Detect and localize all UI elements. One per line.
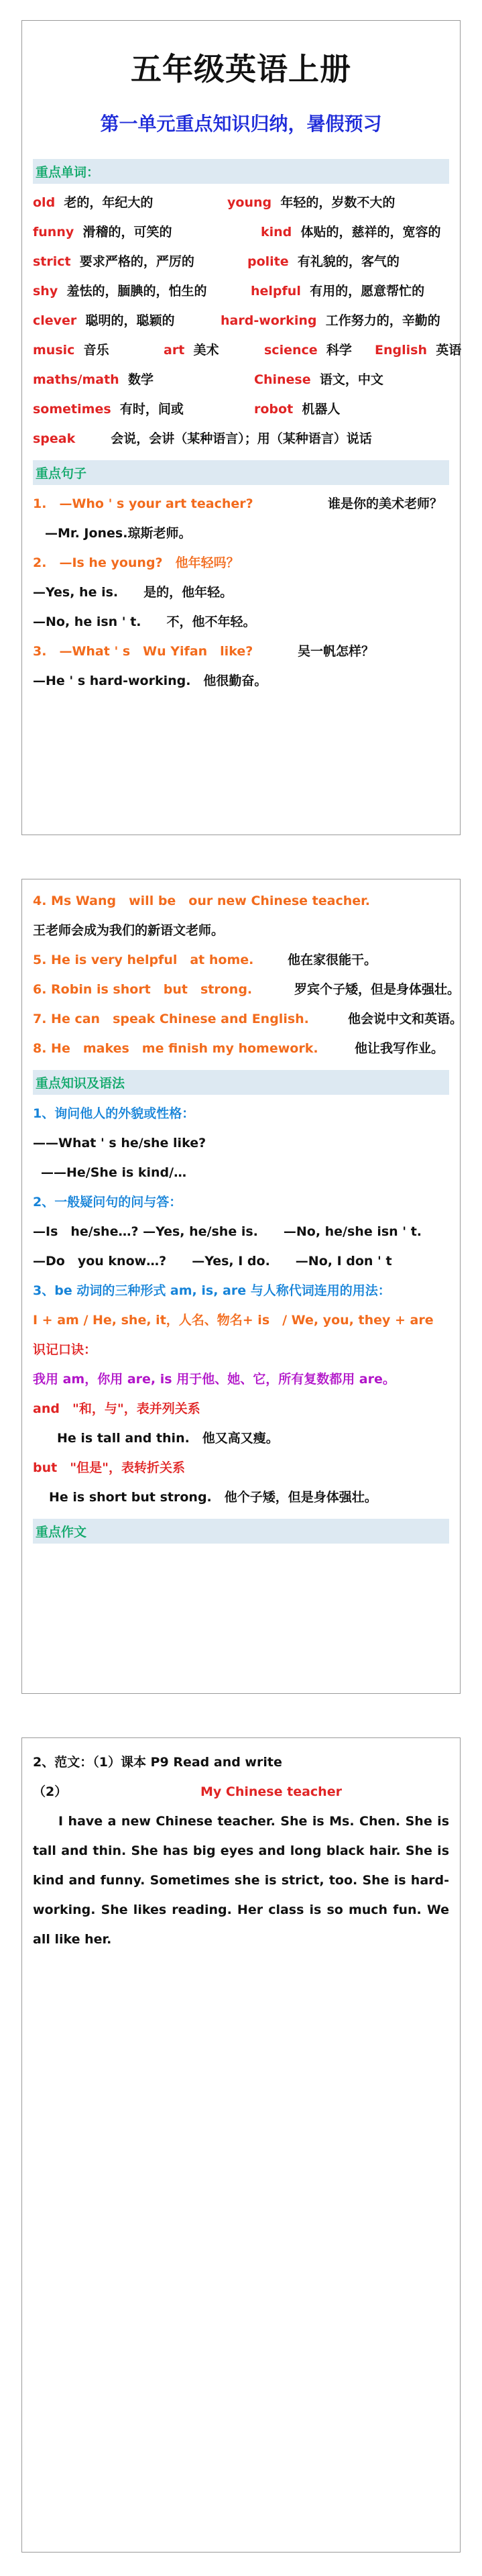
but-rule: but "但是"，表转折关系: [33, 1460, 186, 1475]
sentence-4-cn: 王老师会成为我们的新语文老师。: [33, 923, 225, 938]
page-title: 五年级英语上册: [131, 51, 351, 87]
essay-body: I have a new Chinese teacher. She is Ms. Chen. She is tall and thin. She has big eyes and long black hair. She is kind and funny. Sometimes she is strict, too. She is hard-working. She likes reading. Her class is so much fun. We all like her.: [33, 1814, 449, 1947]
sentence-1-answer: —Mr. Jones.琼斯老师。: [45, 526, 192, 541]
grammar-2: 2、一般疑问句的问与答：: [33, 1195, 182, 1210]
page-1: [21, 20, 461, 835]
word-row: strict 要求严格的，严厉的 polite 有礼貌的，客气的: [33, 254, 400, 269]
sentence-7: 7. He can speak Chinese and English. 他会说中文和英语。: [33, 1012, 463, 1026]
sentence-6: 6. Robin is short but strong. 罗宾个子矮，但是身体强壮。: [33, 982, 461, 997]
and-rule: and "和，与"，表并列关系: [33, 1401, 200, 1416]
sentence-1: 1. —Who ' s your art teacher? 谁是你的美术老师？: [33, 496, 443, 511]
grammar-2-do: —Do you know…? —Yes, I do. —No, I don ' t: [33, 1254, 392, 1269]
sentence-8: 8. He makes me finish my homework. 他让我写作业。: [33, 1041, 444, 1056]
grammar-1-a: ——He/She is kind/…: [41, 1165, 187, 1180]
word-row: clever 聪明的，聪颖的 hard-working 工作努力的，辛勤的: [33, 313, 440, 328]
grammar-1: 1、询问他人的外貌或性格：: [33, 1106, 195, 1121]
section-words-header: 重点单词：: [33, 159, 449, 184]
word-row: speak 会说，会讲（某种语言）；用（某种语言）说话: [33, 431, 372, 446]
sentence-4: 4. Ms Wang will be our new Chinese teacher.: [33, 894, 370, 908]
word-row: music 音乐 art 美术 science 科学 English 英语: [33, 343, 462, 358]
section-sentences-header: 重点句子: [33, 460, 449, 485]
grammar-3-mnemonic-label: 识记口诀：: [33, 1342, 97, 1357]
grammar-1-q: ——What ' s he/she like?: [33, 1136, 206, 1150]
essay-title: My Chinese teacher: [200, 1784, 342, 1799]
section-grammar-header: 重点知识及语法: [33, 1070, 449, 1095]
sentence-2-no: —No, he isn ' t. 不，他不年轻。: [33, 614, 256, 629]
word-row: sometimes 有时，间或 robot 机器人: [33, 402, 341, 417]
essay-heading-row: （2） My Chinese teacher: [33, 1777, 449, 1807]
sentence-2: 2. —Is he young? 他年轻吗？: [33, 555, 239, 570]
section-essay-header: 重点作文: [33, 1519, 449, 1544]
word-row: old 老的，年纪大的 young 年轻的，岁数不大的: [33, 195, 396, 210]
page-3: [21, 1737, 461, 2553]
word-row: shy 羞怯的，腼腆的，怕生的 helpful 有用的，愿意帮忙的: [33, 284, 425, 299]
but-example: He is short but strong. 他个子矮，但是身体强壮。: [49, 1490, 377, 1505]
word-row: funny 滑稽的，可笑的 kind 体贴的，慈祥的，宽容的: [33, 225, 441, 239]
grammar-3-mnemonic: 我用 am，你用 are, is 用于他、她、它，所有复数都用 are。: [33, 1372, 396, 1387]
sentence-2-yes: —Yes, he is. 是的，他年轻。: [33, 585, 233, 600]
grammar-3: 3、be 动词的三种形式 am, is, are 与人称代词连用的用法：: [33, 1283, 391, 1298]
word-row: maths/math 数学 Chinese 语文，中文: [33, 372, 383, 387]
and-example: He is tall and thin. 他又高又瘦。: [57, 1431, 279, 1446]
sentence-3: 3. —What ' s Wu Yifan like? 吴一帆怎样？: [33, 644, 375, 659]
sentence-5: 5. He is very helpful at home. 他在家很能干。: [33, 953, 377, 967]
page-2: [21, 879, 461, 1694]
page-subtitle: 第一单元重点知识归纳，暑假预习: [100, 113, 382, 135]
grammar-2-is: —Is he/she…? —Yes, he/she is. —No, he/she isn ' t.: [33, 1224, 422, 1239]
grammar-3-rule: I + am / He, she, it，人名、物名+ is / We, you, they + are: [33, 1313, 434, 1328]
essay-source: 2、范文：（1）课本 P9 Read and write: [33, 1755, 282, 1770]
sentence-3-answer: —He ' s hard-working. 他很勤奋。: [33, 674, 267, 688]
